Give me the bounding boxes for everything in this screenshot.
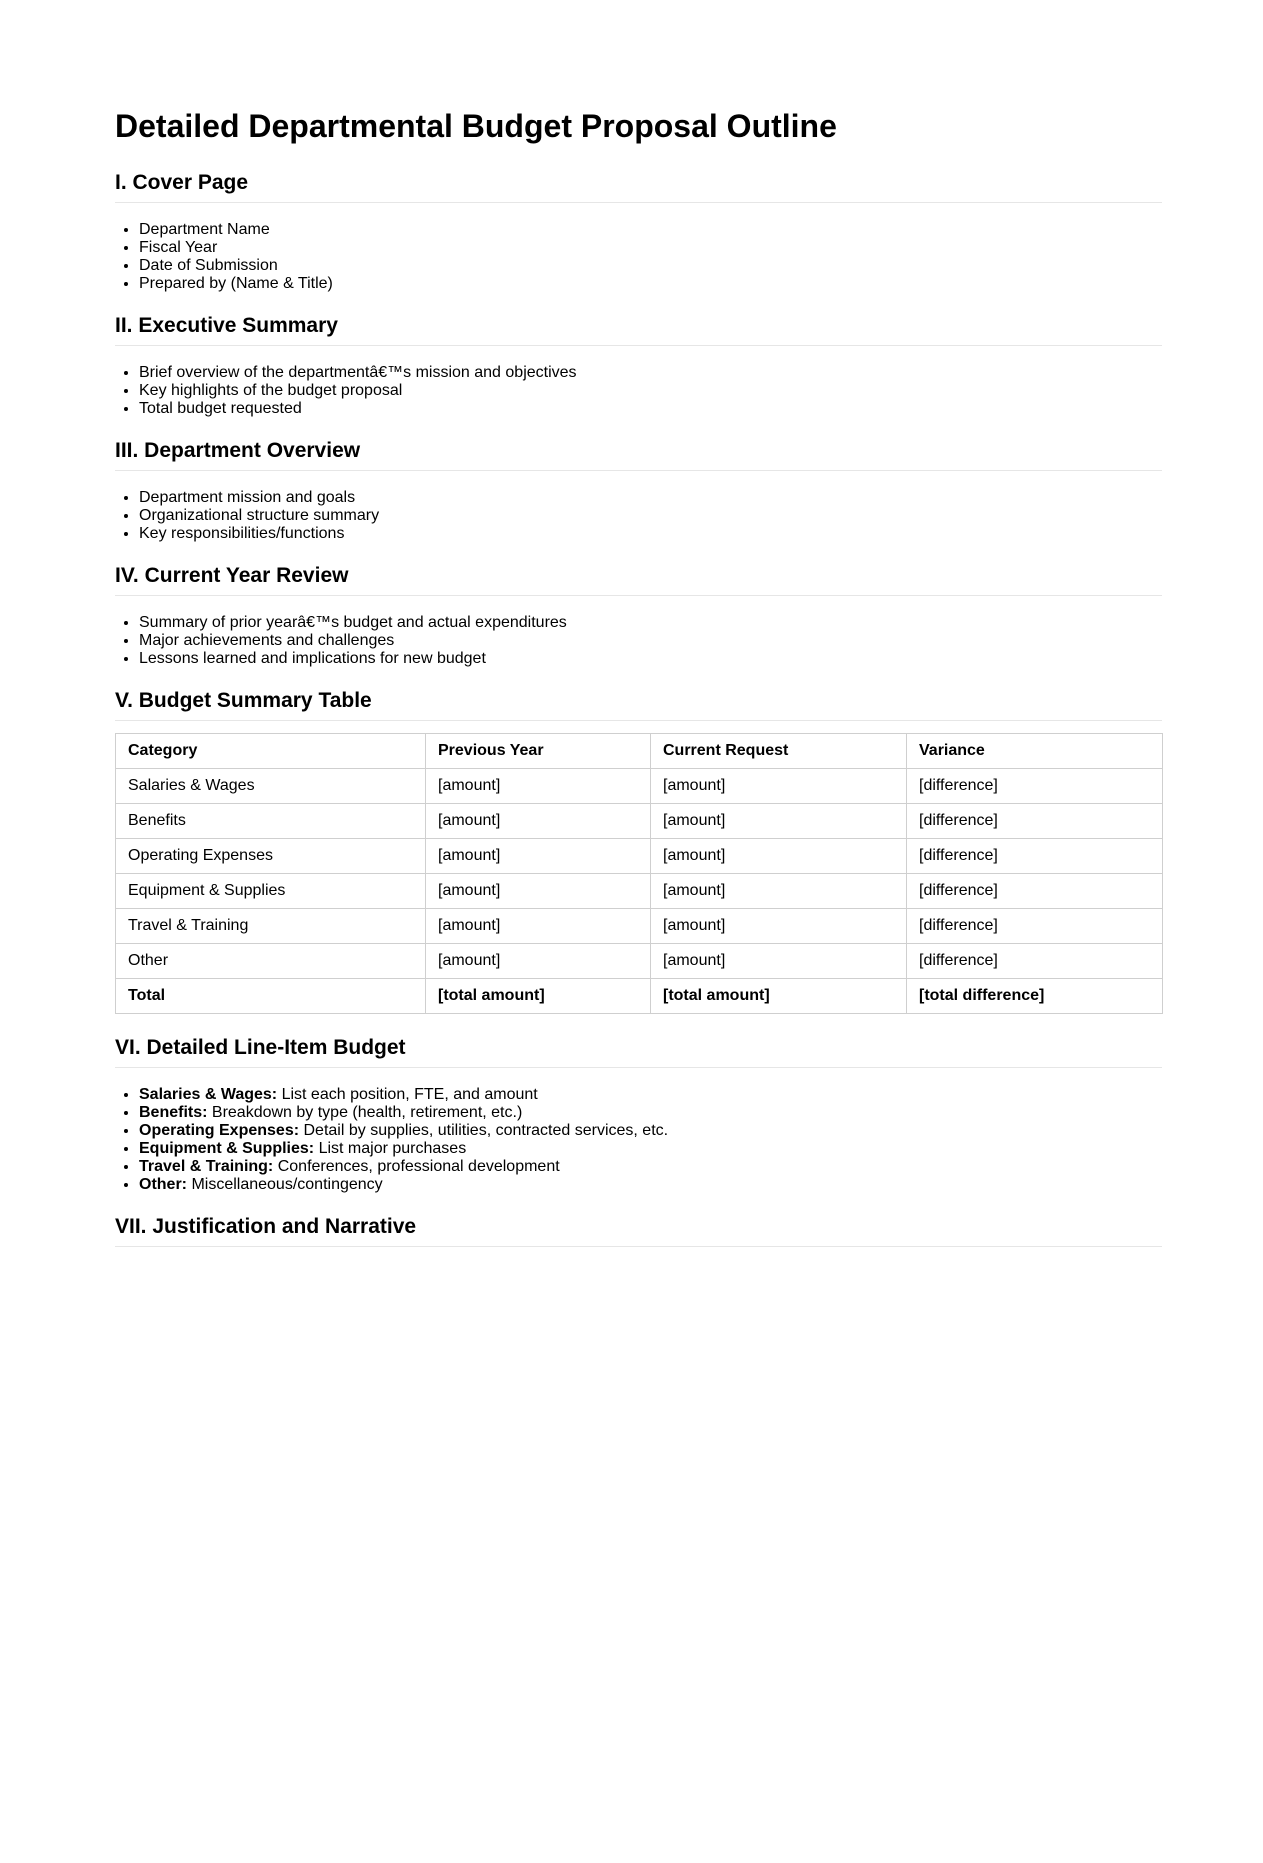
table-row <box>116 944 1163 979</box>
list-item: • Organizational structure summary <box>139 507 1162 525</box>
table-cell: Travel & Training <box>116 909 426 944</box>
budget-summary-table <box>115 733 1163 1014</box>
list-item: • Date of Submission <box>139 257 1162 275</box>
table-cell: [difference] <box>907 874 1163 909</box>
section-heading: IV. Current Year Review <box>115 563 1162 596</box>
item-label: Equipment & Supplies: <box>139 1140 315 1157</box>
list-item: • Department mission and goals <box>139 489 1162 507</box>
item-text: List major purchases <box>314 1140 467 1157</box>
list-item <box>139 1140 1162 1158</box>
list-item <box>139 1104 1162 1122</box>
bullet-list <box>115 489 1162 543</box>
table-row <box>116 769 1163 804</box>
column-header-variance: Variance <box>907 734 1163 769</box>
table-cell: [amount] <box>651 804 907 839</box>
list-item: • Key highlights of the budget proposal <box>139 382 1162 400</box>
section-executive-summary <box>115 313 1162 418</box>
list-item <box>139 1086 1162 1104</box>
list-item: • Fiscal Year <box>139 239 1162 257</box>
list-item: • Department Name <box>139 221 1162 239</box>
table-cell: [amount] <box>426 874 651 909</box>
column-header-previous-year: Previous Year <box>426 734 651 769</box>
table-cell: [difference] <box>907 839 1163 874</box>
table-cell: Salaries & Wages <box>116 769 426 804</box>
table-cell: [amount] <box>651 874 907 909</box>
table-cell: [amount] <box>651 909 907 944</box>
page-title: Detailed Departmental Budget Proposal Outline <box>115 108 837 144</box>
item-label: Other: <box>139 1176 187 1193</box>
item-text: Conferences, professional development <box>273 1158 560 1175</box>
table-cell: [amount] <box>426 839 651 874</box>
table-cell: Operating Expenses <box>116 839 426 874</box>
table-cell: [amount] <box>426 804 651 839</box>
table-cell: [amount] <box>426 769 651 804</box>
list-item: • Total budget requested <box>139 400 1162 418</box>
list-item: • Lessons learned and implications for new budget <box>139 650 1162 668</box>
section-heading: V. Budget Summary Table <box>115 688 1162 721</box>
section-cover-page <box>115 170 1162 293</box>
section-budget-summary-table <box>115 688 1162 1014</box>
list-item: • Major achievements and challenges <box>139 632 1162 650</box>
section-department-overview <box>115 438 1162 543</box>
item-label: Operating Expenses: <box>139 1122 300 1139</box>
section-heading: III. Department Overview <box>115 438 1162 471</box>
table-row <box>116 874 1163 909</box>
table-cell: [total difference] <box>907 979 1163 1014</box>
table-cell: [difference] <box>907 804 1163 839</box>
section-heading: I. Cover Page <box>115 170 1162 203</box>
section-current-year-review <box>115 563 1162 668</box>
column-header-current-request: Current Request <box>651 734 907 769</box>
table-row <box>116 909 1163 944</box>
list-item <box>139 1122 1162 1140</box>
table-cell: [amount] <box>426 944 651 979</box>
bullet-list <box>115 221 1162 293</box>
column-header-category: Category <box>116 734 426 769</box>
item-text: Breakdown by type (health, retirement, etc.) <box>207 1104 523 1121</box>
section-heading: II. Executive Summary <box>115 313 1162 346</box>
item-label: Salaries & Wages: <box>139 1086 278 1103</box>
list-item: • Brief overview of the departmentâ€™s mission and objectives <box>139 364 1162 382</box>
item-text: Detail by supplies, utilities, contracted services, etc. <box>299 1122 669 1139</box>
item-label: Benefits: <box>139 1104 208 1121</box>
table-cell: [total amount] <box>426 979 651 1014</box>
item-text: List each position, FTE, and amount <box>277 1086 538 1103</box>
table-cell: Equipment & Supplies <box>116 874 426 909</box>
section-heading: VII. Justification and Narrative <box>115 1214 1162 1247</box>
bullet-list <box>115 1086 1162 1194</box>
list-item: • Prepared by (Name & Title) <box>139 275 1162 293</box>
table-total-row <box>116 979 1163 1014</box>
list-item <box>139 1158 1162 1176</box>
table-cell: Total <box>116 979 426 1014</box>
table-row <box>116 839 1163 874</box>
section-line-item-budget <box>115 1035 1162 1194</box>
list-item: • Summary of prior yearâ€™s budget and actual expenditures <box>139 614 1162 632</box>
item-text: Miscellaneous/contingency <box>187 1176 383 1193</box>
table-cell: Benefits <box>116 804 426 839</box>
table-cell: [difference] <box>907 909 1163 944</box>
table-cell: [amount] <box>426 909 651 944</box>
bullet-list <box>115 364 1162 418</box>
table-cell: [difference] <box>907 769 1163 804</box>
list-item: • Key responsibilities/functions <box>139 525 1162 543</box>
table-cell: [amount] <box>651 944 907 979</box>
bullet-list <box>115 614 1162 668</box>
table-cell: [amount] <box>651 839 907 874</box>
table-header-row <box>116 734 1163 769</box>
table-cell: [amount] <box>651 769 907 804</box>
table-cell: Other <box>116 944 426 979</box>
item-label: Travel & Training: <box>139 1158 274 1175</box>
section-heading: VI. Detailed Line-Item Budget <box>115 1035 1162 1068</box>
table-cell: [difference] <box>907 944 1163 979</box>
table-cell: [total amount] <box>651 979 907 1014</box>
table-row <box>116 804 1163 839</box>
render-cutoff <box>115 1263 1162 1863</box>
list-item <box>139 1176 1162 1194</box>
